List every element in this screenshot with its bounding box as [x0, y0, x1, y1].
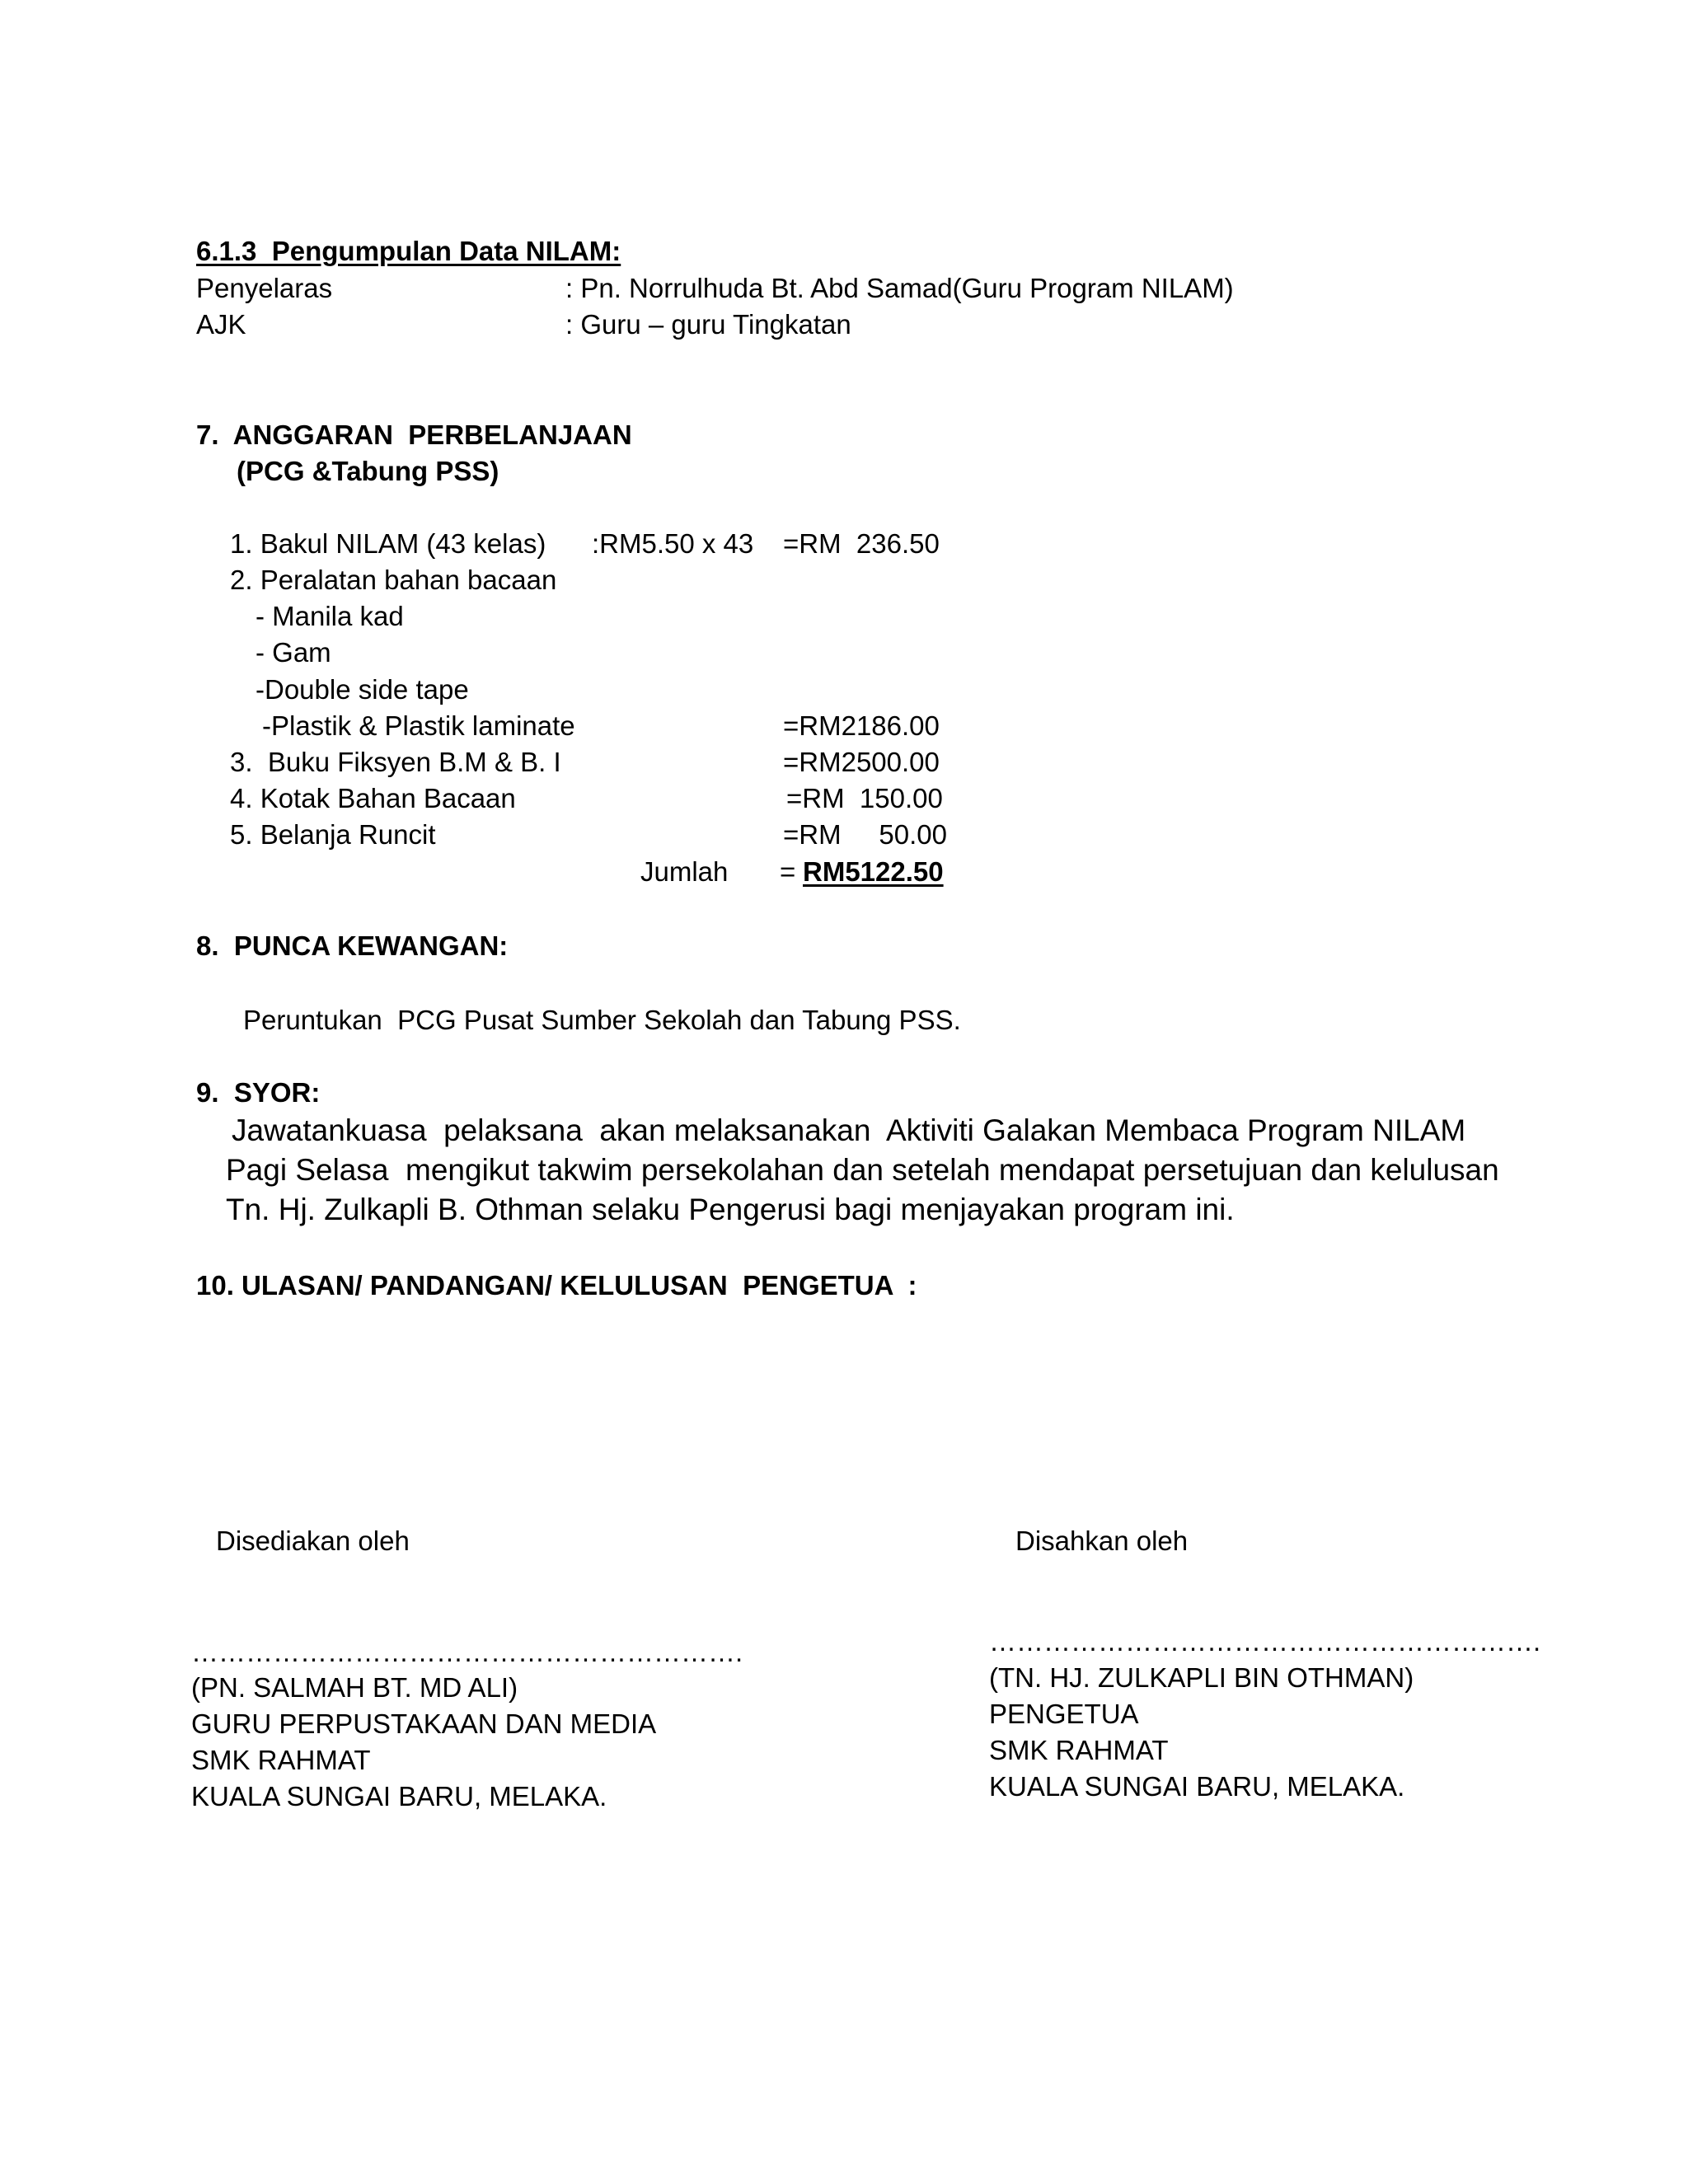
prepared-by-name: (PN. SALMAH BT. MD ALI) — [191, 1672, 518, 1703]
budget-item-4-label: 4. Kotak Bahan Bacaan — [230, 783, 516, 813]
proposal-line-3: Tn. Hj. Zulkapli B. Othman selaku Pengerusi bagi menjayakan program ini. — [226, 1193, 1235, 1226]
budget-total-equals: = — [780, 856, 796, 887]
proposal-line-2: Pagi Selasa mengikut takwim persekolahan dan setelah mendapat persetujuan dan kelulusan — [226, 1153, 1499, 1187]
prepared-by-caption: Disediakan oleh — [216, 1526, 410, 1556]
approved-by-caption: Disahkan oleh — [1015, 1526, 1189, 1556]
budget-item-2-sub-4: -Plastik & Plastik laminate — [262, 710, 575, 741]
prepared-by-title: GURU PERPUSTAKAAN DAN MEDIA — [191, 1708, 657, 1739]
prepared-by-school: SMK RAHMAT — [191, 1745, 371, 1775]
section-7-subheading: (PCG &Tabung PSS) — [237, 456, 499, 486]
budget-item-3-amount: =RM2500.00 — [783, 747, 940, 777]
budget-item-1-label: 1. Bakul NILAM (43 kelas) — [230, 528, 546, 559]
budget-item-2-label: 2. Peralatan bahan bacaan — [230, 565, 557, 595]
budget-item-2-sub-2: - Gam — [256, 637, 331, 668]
approved-by-school: SMK RAHMAT — [989, 1735, 1169, 1765]
budget-item-1-amount: =RM 236.50 — [783, 528, 940, 559]
coordinator-value: : Pn. Norrulhuda Bt. Abd Samad(Guru Program NILAM) — [565, 273, 1234, 303]
budget-item-2-sub-3: -Double side tape — [256, 674, 469, 705]
approved-by-name: (TN. HJ. ZULKAPLI BIN OTHMAN) — [989, 1662, 1414, 1693]
budget-total-label: Jumlah — [640, 856, 729, 887]
section-10-heading: 10. ULASAN/ PANDANGAN/ KELULUSAN PENGETUA : — [196, 1270, 917, 1301]
proposal-line-1: Jawatankuasa pelaksana akan melaksanakan Aktiviti Galakan Membaca Program NILAM — [232, 1113, 1466, 1147]
budget-item-1-calc: :RM5.50 x 43 — [592, 528, 754, 559]
prepared-by-signature-line: ……………………………………………………. — [191, 1637, 743, 1667]
budget-item-2-sub-1: - Manila kad — [256, 601, 404, 631]
approved-by-address: KUALA SUNGAI BARU, MELAKA. — [989, 1771, 1405, 1802]
approved-by-signature-line: ……………………………………………………. — [989, 1626, 1541, 1657]
prepared-by-address: KUALA SUNGAI BARU, MELAKA. — [191, 1781, 607, 1811]
committee-label: AJK — [196, 309, 246, 340]
section-9-heading: 9. SYOR: — [196, 1077, 321, 1108]
section-8-heading: 8. PUNCA KEWANGAN: — [196, 930, 509, 961]
budget-item-2-amount: =RM2186.00 — [783, 710, 940, 741]
committee-value: : Guru – guru Tingkatan — [565, 309, 851, 340]
coordinator-label: Penyelaras — [196, 273, 333, 303]
funding-source-text: Peruntukan PCG Pusat Sumber Sekolah dan Tabung PSS. — [243, 1005, 961, 1035]
budget-total-value: RM5122.50 — [803, 856, 944, 887]
budget-item-3-label: 3. Buku Fiksyen B.M & B. I — [230, 747, 561, 777]
budget-item-5-label: 5. Belanja Runcit — [230, 819, 436, 850]
approved-by-title: PENGETUA — [989, 1699, 1139, 1729]
budget-item-5-amount: =RM 50.00 — [783, 819, 948, 850]
section-7-heading: 7. ANGGARAN PERBELANJAAN — [196, 419, 632, 450]
section-613-heading: 6.1.3 Pengumpulan Data NILAM: — [196, 236, 621, 266]
budget-item-4-amount: =RM 150.00 — [786, 783, 943, 813]
